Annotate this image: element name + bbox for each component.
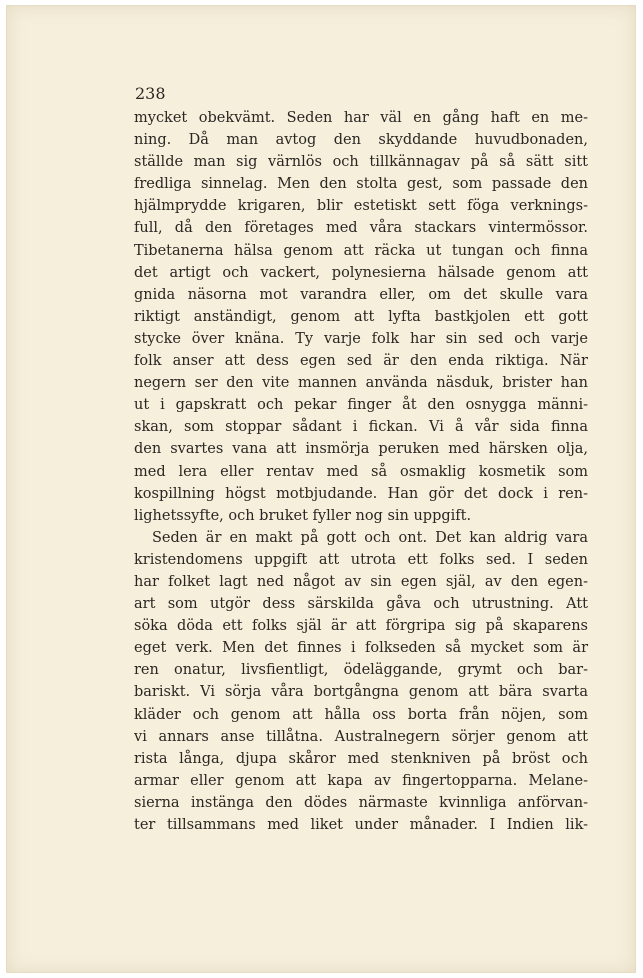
text-line: sierna instänga den dödes närmaste kvinnliga anförvan- xyxy=(134,794,588,811)
text-line: söka döda ett folks själ är att förgripa sig på skaparens xyxy=(134,618,588,635)
text-line: ning. Då man avtog den skyddande huvudbonaden, xyxy=(134,132,588,149)
text-line: vi annars anse tillåtna. Australnegern sörjer genom att xyxy=(134,728,588,745)
text-line: den svartes vana att insmörja peruken med härsken olja, xyxy=(134,441,588,458)
text-line: Seden är en makt på gott och ont. Det kan aldrig vara xyxy=(152,529,588,546)
text-line: Tibetanerna hälsa genom att räcka ut tungan och finna xyxy=(134,242,588,259)
text-line: mycket obekvämt. Seden har väl en gång haft en me- xyxy=(134,110,588,126)
text-line: ut i gapskratt och pekar finger åt den osnygga männi- xyxy=(134,397,588,414)
text-line: kristendomens uppgift att utrota ett folks sed. I seden xyxy=(134,551,588,568)
text-line: rista långa, djupa skåror med stenkniven på bröst och xyxy=(134,750,588,767)
text-line: kospillning högst motbjudande. Han gör det dock i ren- xyxy=(134,485,588,502)
text-line: art som utgör dess särskilda gåva och utrustning. Att xyxy=(134,596,588,613)
text-line: skan, som stoppar sådant i fickan. Vi å vår sida finna xyxy=(134,419,588,436)
text-line: negern ser den vite mannen använda näsduk, brister han xyxy=(134,375,588,392)
text-line: ren onatur, livsfientligt, ödeläggande, grymt och bar- xyxy=(134,662,588,679)
text-line: gnida näsorna mot varandra eller, om det skulle vara xyxy=(134,286,588,303)
body-text xyxy=(134,107,588,836)
text-line: stycke över knäna. Ty varje folk har sin sed och varje xyxy=(134,330,588,347)
text-line: full, då den företages med våra stackars vintermössor. xyxy=(134,220,588,237)
text-line: kläder och genom att hålla oss borta från nöjen, som xyxy=(134,706,588,723)
text-line: ter tillsammans med liket under månader. I Indien lik- xyxy=(134,817,588,833)
text-line: lighetssyfte, och bruket fyller nog sin uppgift. xyxy=(134,507,472,524)
text-line: hjälmprydde krigaren, blir estetiskt sett föga verknings- xyxy=(134,198,588,215)
text-line: med lera eller rentav med så osmaklig kosmetik som xyxy=(134,463,588,480)
text-line: eget verk. Men det finnes i folkseden så mycket som är xyxy=(134,640,588,657)
text-line: ställde man sig värnlös och tillkännagav på så sätt sitt xyxy=(134,154,588,171)
page-number: 238 xyxy=(135,84,166,103)
text-line: bariskt. Vi sörja våra bortgångna genom att bära svarta xyxy=(134,684,588,701)
text-line: fredliga sinnelag. Men den stolta gest, som passade den xyxy=(134,176,588,193)
book-page xyxy=(6,5,636,973)
paragraph-2 xyxy=(134,527,588,836)
text-line: armar eller genom att kapa av fingertopparna. Melane- xyxy=(134,772,588,789)
text-line: har folket lagt ned något av sin egen själ, av den egen- xyxy=(134,573,588,590)
paragraph-1 xyxy=(134,107,588,527)
text-line: det artigt och vackert, polynesierna hälsade genom att xyxy=(134,264,588,281)
text-line: riktigt anständigt, genom att lyfta bastkjolen ett gott xyxy=(134,308,588,325)
text-line: folk anser att dess egen sed är den enda riktiga. När xyxy=(134,353,588,370)
